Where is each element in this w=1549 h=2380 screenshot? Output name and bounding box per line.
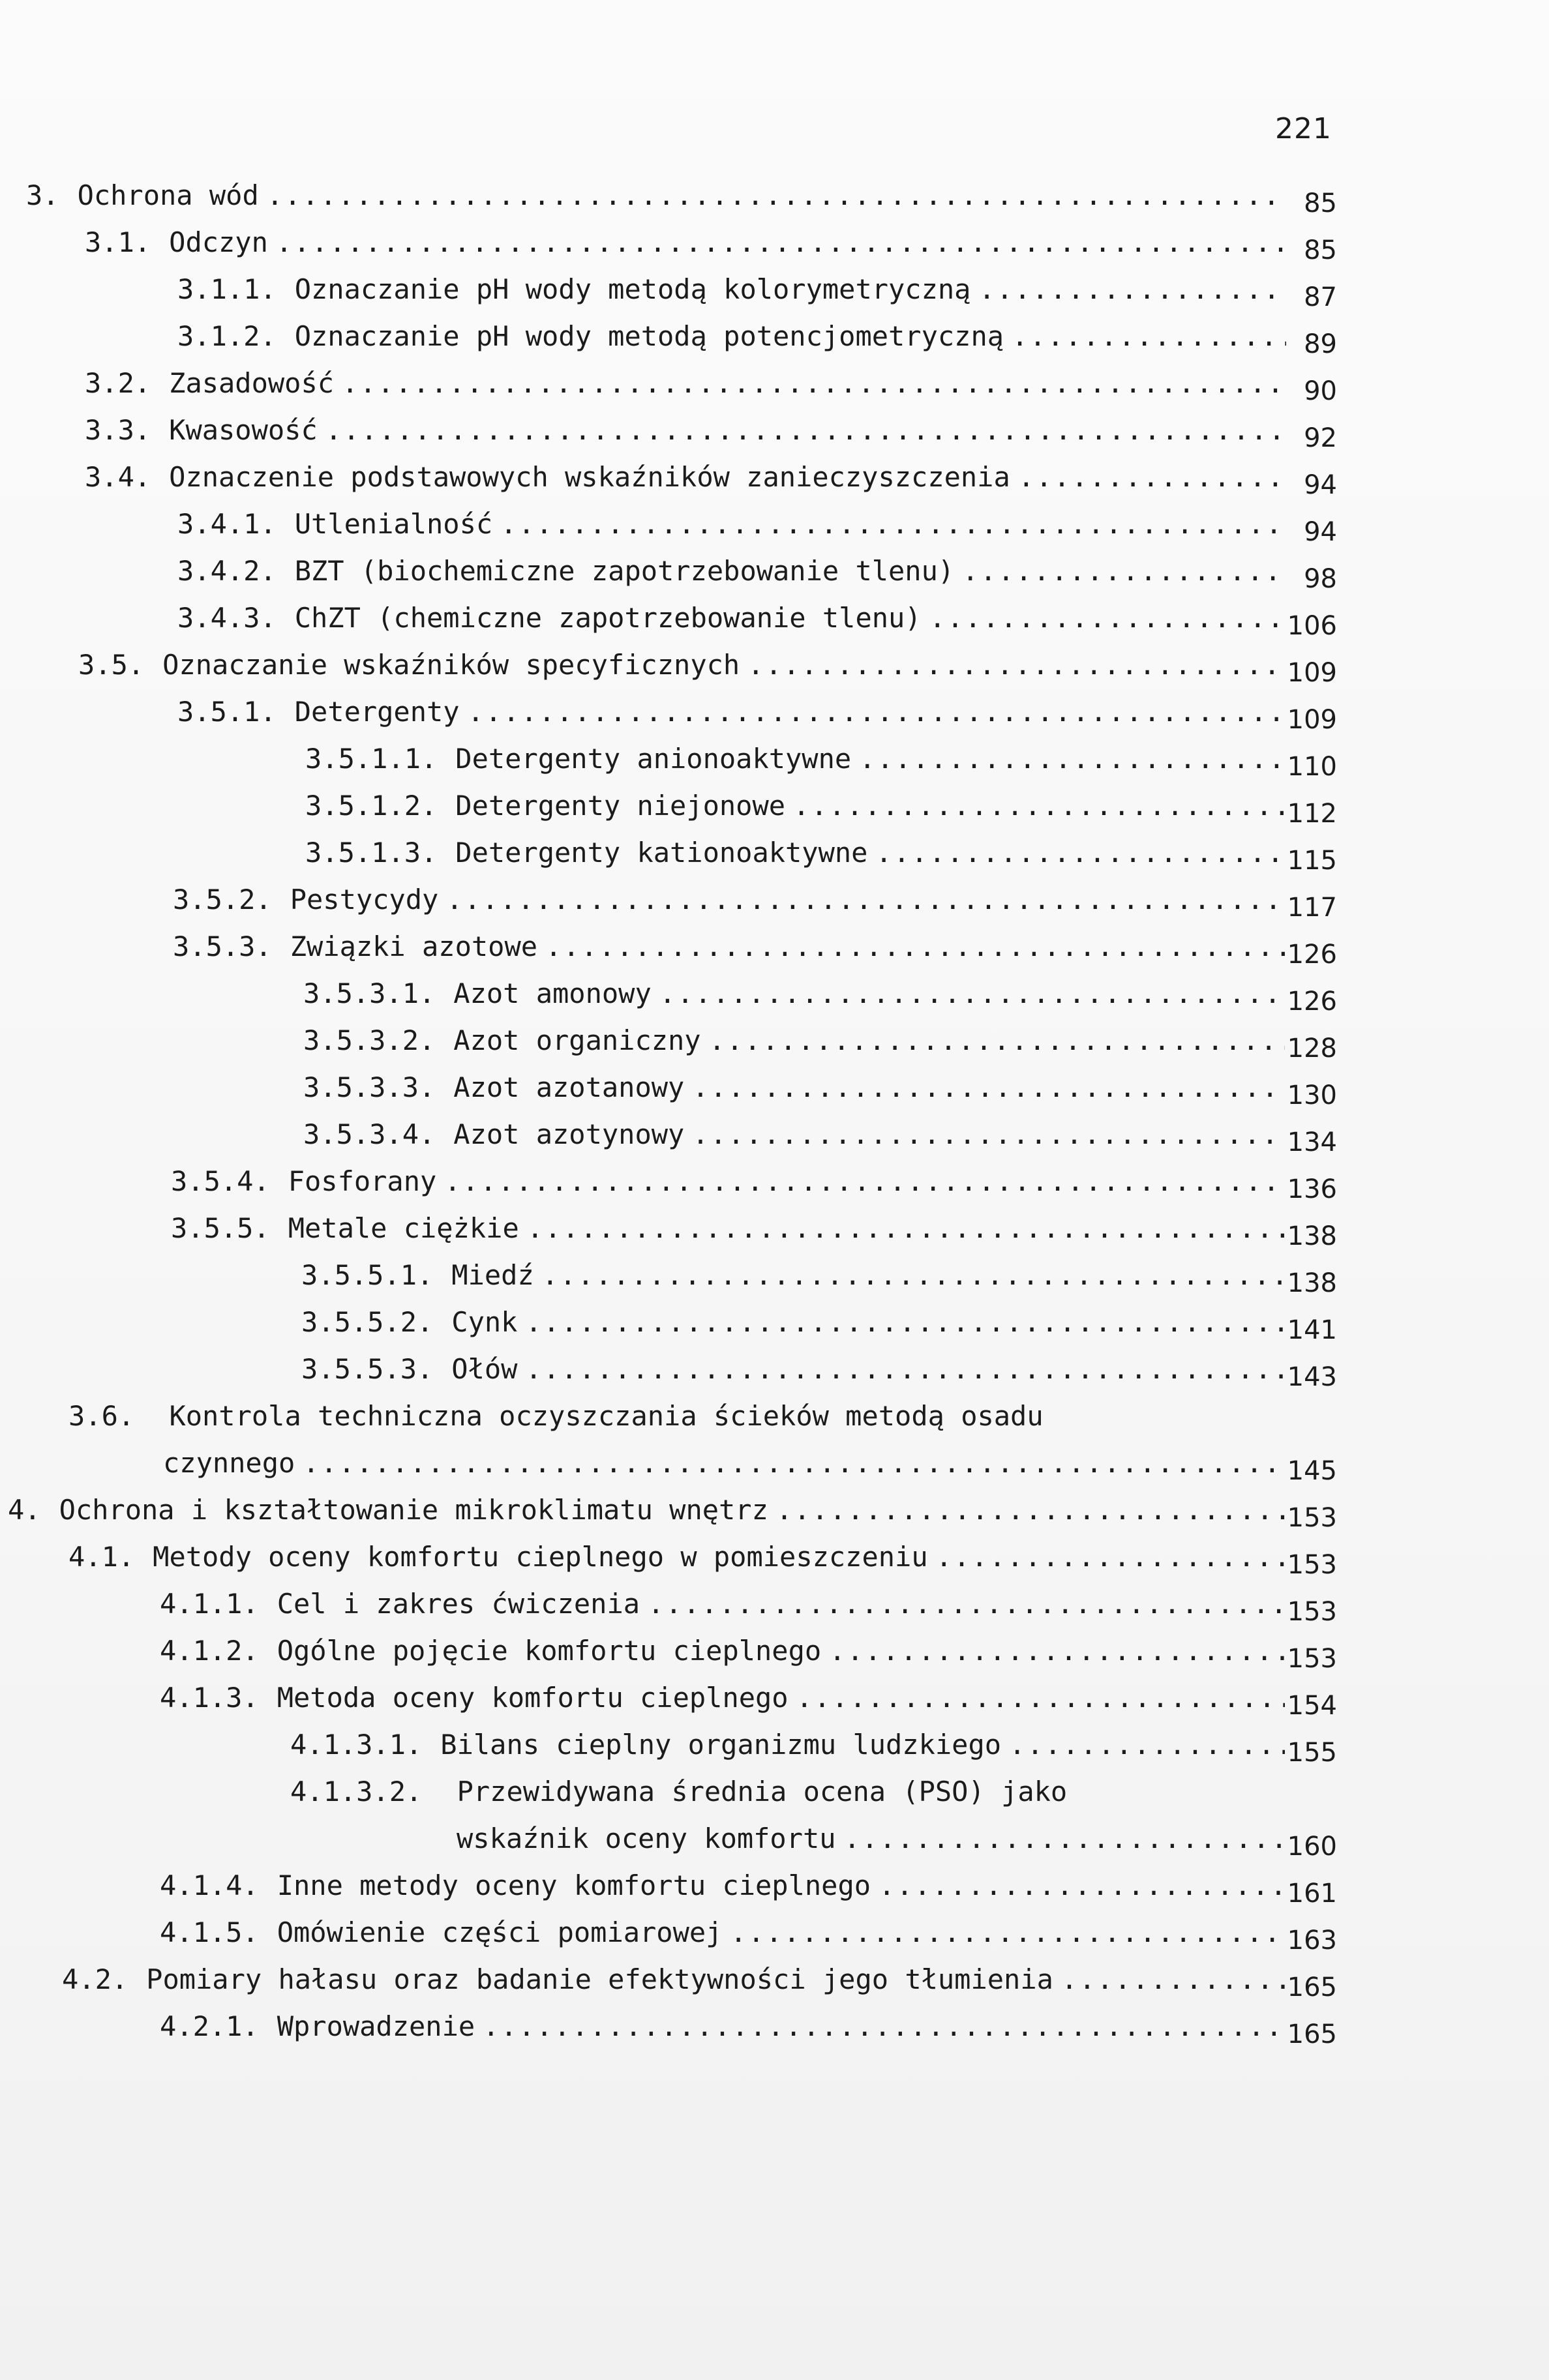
toc-entry-title: ChZT (chemiczne zapotrzebowanie tlenu)	[294, 602, 922, 634]
toc-entry	[0, 786, 1549, 833]
toc-entry-page: 134	[1287, 1127, 1337, 1157]
toc-entry-title: Inne metody oceny komfortu cieplnego	[277, 1869, 871, 1901]
dot-leader	[859, 739, 1284, 779]
toc-entry-page: 109	[1287, 658, 1337, 688]
toc-entry	[0, 1350, 1549, 1397]
toc-entry-number: 4.	[8, 1494, 41, 1526]
toc-entry	[0, 833, 1549, 880]
toc-entry-title: Kontrola techniczna oczyszczania ścieków metodą osadu	[169, 1400, 1044, 1432]
toc-entry-page: 90	[1304, 376, 1337, 406]
toc-entry-number: 4.1.	[68, 1541, 135, 1573]
toc-entry	[0, 2007, 1549, 2054]
toc-entry-title: Azot amonowy	[453, 977, 652, 1009]
dot-leader	[776, 1491, 1285, 1530]
toc-entry-number: 4.1.5.	[160, 1916, 259, 1948]
toc-entry-page: 112	[1287, 799, 1337, 829]
toc-entry	[0, 927, 1549, 974]
toc-entry-page: 160	[1287, 1832, 1337, 1862]
toc-entry-number: 3.4.3.	[177, 602, 277, 634]
toc-entry-number: 3.5.1.2.	[305, 790, 438, 822]
toc-entry-title: Omówienie części pomiarowej	[277, 1916, 723, 1948]
toc-entry-title: Azot azotanowy	[453, 1071, 685, 1103]
toc-entry	[0, 599, 1549, 646]
toc-entry-page: 85	[1304, 188, 1337, 218]
toc-entry	[0, 1725, 1549, 1772]
toc-entry-title: Cel i zakres ćwiczenia	[277, 1588, 640, 1620]
toc-entry-number: 3.4.2.	[177, 555, 277, 587]
dot-leader	[468, 692, 1286, 732]
toc-entry-number: 4.1.2.	[160, 1635, 259, 1667]
dot-leader	[267, 176, 1285, 215]
dot-leader	[303, 1444, 1285, 1483]
toc-entry-number: 4.2.1.	[160, 2010, 259, 2042]
toc-entry-title: Odczyn	[169, 226, 268, 258]
toc-entry	[0, 1256, 1549, 1303]
toc-entry	[0, 1303, 1549, 1350]
toc-entry-title: Detergenty kationoaktywne	[455, 837, 868, 869]
toc-entry	[0, 176, 1549, 223]
dot-leader	[962, 552, 1286, 591]
toc-entry	[0, 1538, 1549, 1584]
toc-entry-title: czynnego	[163, 1447, 295, 1479]
toc-entry-number: 3.1.2.	[177, 320, 277, 352]
toc-entry-number: 3.5.1.	[177, 696, 277, 728]
dot-leader	[844, 1819, 1285, 1858]
toc-entry-page: 153	[1287, 1644, 1337, 1674]
page-number: 221	[1275, 112, 1332, 145]
toc-entry-number: 4.1.3.	[160, 1682, 259, 1714]
toc-entry-page: 145	[1287, 1456, 1337, 1486]
dot-leader	[483, 2007, 1285, 2046]
toc-entry-number: 3.5.5.	[171, 1212, 270, 1244]
toc-entry-continuation	[0, 1444, 1549, 1491]
toc-entry-continuation	[0, 1819, 1549, 1866]
toc-entry	[0, 1866, 1549, 1913]
toc-entry-title: Ogólne pojęcie komfortu cieplnego	[277, 1635, 822, 1667]
toc-entry	[0, 552, 1549, 599]
dot-leader	[648, 1584, 1285, 1624]
dot-leader	[692, 1068, 1285, 1107]
toc-entry-title: Detergenty anionoaktywne	[455, 743, 852, 775]
toc-entry-title: Detergenty niejonowe	[455, 790, 786, 822]
toc-entry-page: 92	[1304, 423, 1337, 453]
dot-leader	[879, 1866, 1285, 1905]
toc-entry	[0, 1913, 1549, 1960]
toc-entry-page: 94	[1304, 517, 1337, 547]
toc-entry-title: Ołów	[451, 1353, 518, 1385]
dot-leader	[829, 1631, 1285, 1671]
toc-entry-title: Związki azotowe	[290, 930, 538, 962]
toc-entry-page: 98	[1304, 564, 1337, 594]
toc-entry-title: Oznaczanie pH wody metodą kolorymetryczną	[294, 273, 971, 305]
dot-leader	[446, 880, 1285, 919]
toc-entry-title: Metody oceny komfortu cieplnego w pomieszczeniu	[153, 1541, 928, 1573]
toc-entry-number: 3.5.3.1.	[303, 977, 436, 1009]
toc-entry-number: 3.5.2.	[173, 884, 272, 915]
toc-entry-page: 109	[1287, 705, 1337, 735]
toc-entry	[0, 1162, 1549, 1209]
dot-leader	[500, 505, 1286, 544]
toc-entry-page: 126	[1287, 987, 1337, 1017]
toc-entry-title: Bilans cieplny organizmu ludzkiego	[440, 1729, 1002, 1761]
toc-entry-title: Oznaczenie podstawowych wskaźników zanieczyszczenia	[169, 461, 1010, 493]
dot-leader	[342, 364, 1285, 403]
toc-entry-title: Ochrona i kształtowanie mikroklimatu wnętrz	[59, 1494, 768, 1526]
toc-entry-page: 153	[1287, 1503, 1337, 1533]
toc-entry-number: 3.5.3.3.	[303, 1071, 436, 1103]
dot-leader	[709, 1021, 1285, 1060]
toc-entry-title: Azot organiczny	[453, 1024, 701, 1056]
toc-entry-title: Wprowadzenie	[277, 2010, 475, 2042]
toc-entry-title: Utlenialność	[294, 508, 493, 540]
toc-entry-title: Metoda oceny komfortu cieplnego	[277, 1682, 789, 1714]
toc-entry-page: 143	[1287, 1362, 1337, 1392]
toc-entry	[0, 270, 1549, 317]
toc-entry	[0, 317, 1549, 364]
toc-entry-number: 4.1.4.	[160, 1869, 259, 1901]
toc-entry-page: 136	[1287, 1174, 1337, 1204]
toc-entry	[0, 739, 1549, 786]
toc-entry-page: 117	[1287, 893, 1337, 923]
dot-leader	[730, 1913, 1285, 1952]
toc-entry-title: Pestycydy	[290, 884, 439, 915]
toc-entry	[0, 1678, 1549, 1725]
dot-leader	[527, 1209, 1285, 1248]
toc-entry-number: 3.5.3.	[173, 930, 272, 962]
toc-entry-number: 3.1.1.	[177, 273, 277, 305]
toc-entry	[0, 1491, 1549, 1538]
toc-entry-page: 94	[1304, 470, 1337, 500]
toc-entry-number: 3.5.	[78, 649, 145, 681]
dot-leader	[545, 927, 1285, 966]
dot-leader	[525, 1350, 1285, 1389]
toc-entry-page: 115	[1287, 846, 1337, 876]
dot-leader	[276, 223, 1285, 262]
toc-entry-page: 89	[1304, 329, 1337, 359]
toc-entry	[0, 1068, 1549, 1115]
toc-entry-title: wskaźnik oceny komfortu	[457, 1822, 836, 1854]
toc-entry-number: 3.5.4.	[171, 1165, 270, 1197]
toc-entry-page: 85	[1304, 235, 1337, 265]
toc-entry-title: Azot azotynowy	[453, 1118, 685, 1150]
toc-entry-number: 3.5.3.4.	[303, 1118, 436, 1150]
toc-entry-title: Cynk	[451, 1306, 518, 1338]
toc-entry-number: 3.	[26, 179, 59, 211]
dot-leader	[1018, 458, 1285, 497]
toc-entry-title: Oznaczanie pH wody metodą potencjometryczną	[294, 320, 1004, 352]
toc-entry	[0, 1631, 1549, 1678]
toc-entry-title: Oznaczanie wskaźników specyficznych	[162, 649, 740, 681]
toc-entry-page: 138	[1287, 1221, 1337, 1251]
toc-entry	[0, 505, 1549, 552]
toc-entry-title: Pomiary hałasu oraz badanie efektywności jego tłumienia	[146, 1963, 1053, 1995]
toc-entry-number: 3.5.5.2.	[301, 1306, 434, 1338]
toc-entry-number: 4.2.	[62, 1963, 128, 1995]
toc-entry	[0, 1209, 1549, 1256]
toc-entry	[0, 880, 1549, 927]
toc-entry-title: Detergenty	[294, 696, 460, 728]
toc-entry-title: Miedź	[451, 1259, 534, 1291]
toc-entry-title: Zasadowość	[169, 367, 335, 399]
toc-entry-page: 128	[1287, 1034, 1337, 1064]
dot-leader	[444, 1162, 1285, 1201]
dot-leader	[747, 646, 1285, 685]
dot-leader	[1012, 317, 1286, 356]
dot-leader	[325, 411, 1285, 450]
toc-entry	[0, 646, 1549, 692]
dot-leader	[796, 1678, 1285, 1718]
dot-leader	[659, 974, 1285, 1013]
toc-entry-number: 3.3.	[85, 414, 151, 446]
dot-leader	[978, 270, 1286, 309]
toc-entry-number: 3.5.5.3.	[301, 1353, 434, 1385]
toc-entry-number: 3.6.	[68, 1400, 135, 1432]
toc-entry	[0, 692, 1549, 739]
toc-entry-title: BZT (biochemiczne zapotrzebowanie tlenu)	[294, 555, 955, 587]
toc-entry-title: Metale ciężkie	[288, 1212, 519, 1244]
toc-entry-number: 3.5.5.1.	[301, 1259, 434, 1291]
toc-entry-number: 3.5.1.1.	[305, 743, 438, 775]
toc-entry-page: 110	[1287, 752, 1337, 782]
toc-entry	[0, 974, 1549, 1021]
dot-leader	[929, 599, 1286, 638]
toc-entry-page: 130	[1287, 1080, 1337, 1110]
toc-entry-page: 155	[1287, 1738, 1337, 1768]
toc-entry-page: 87	[1304, 282, 1337, 312]
toc-entry-page: 106	[1287, 611, 1337, 641]
toc-entry-page: 154	[1287, 1691, 1337, 1721]
toc-entry	[0, 1960, 1549, 2007]
dot-leader	[1009, 1725, 1285, 1764]
toc-entry-number: 4.1.1.	[160, 1588, 259, 1620]
toc-entry-title: Fosforany	[288, 1165, 437, 1197]
toc-entry-number: 3.5.1.3.	[305, 837, 438, 869]
toc-entry-title: Ochrona wód	[77, 179, 259, 211]
toc-entry-number: 3.4.	[85, 461, 151, 493]
dot-leader	[793, 786, 1284, 826]
toc-entry-number: 3.2.	[85, 367, 151, 399]
toc-entry-page: 163	[1287, 1926, 1337, 1956]
toc-entry-page: 165	[1287, 2019, 1337, 2049]
toc-entry-number: 3.4.1.	[177, 508, 277, 540]
toc-entry-number: 3.1.	[85, 226, 151, 258]
toc-entry-number: 3.5.3.2.	[303, 1024, 436, 1056]
dot-leader	[692, 1115, 1285, 1154]
toc-entry-number: 4.1.3.1.	[290, 1729, 423, 1761]
toc-entry-page: 153	[1287, 1597, 1337, 1627]
dot-leader	[542, 1256, 1285, 1295]
toc-entry	[0, 364, 1549, 411]
toc-entry-page: 161	[1287, 1879, 1337, 1909]
toc-entry-page: 165	[1287, 1972, 1337, 2002]
dot-leader	[875, 833, 1284, 872]
toc-entry	[0, 1115, 1549, 1162]
dot-leader	[936, 1538, 1285, 1577]
toc-entry-title: Przewidywana średnia ocena (PSO) jako	[457, 1776, 1068, 1807]
toc-entry	[0, 1772, 1549, 1819]
toc-entry-page: 138	[1287, 1268, 1337, 1298]
toc-entry-number: 4.1.3.2.	[290, 1776, 423, 1807]
toc-entry	[0, 411, 1549, 458]
toc-entry-page: 141	[1287, 1315, 1337, 1345]
toc-entry	[0, 1397, 1549, 1444]
toc-entry	[0, 223, 1549, 270]
toc-entry	[0, 1584, 1549, 1631]
toc-entry	[0, 1021, 1549, 1068]
toc-entry-page: 153	[1287, 1550, 1337, 1580]
dot-leader	[1061, 1960, 1285, 1999]
toc-entry-title: Kwasowość	[169, 414, 318, 446]
dot-leader	[525, 1303, 1285, 1342]
toc-entry	[0, 458, 1549, 505]
toc-entry-page: 126	[1287, 940, 1337, 970]
